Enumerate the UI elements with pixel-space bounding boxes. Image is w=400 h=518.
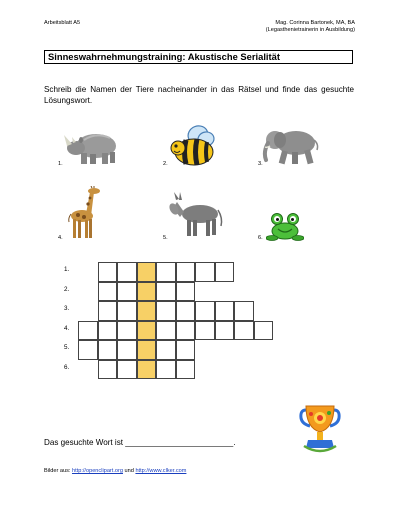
credits-middle: und <box>122 468 136 474</box>
answer-line: Das gesuchte Wort ist ________________________. <box>44 438 236 447</box>
crossword-cell[interactable] <box>78 340 98 360</box>
crossword-cell[interactable] <box>254 321 274 341</box>
crossword-cell[interactable] <box>195 301 215 321</box>
crossword-cell[interactable] <box>98 360 118 380</box>
crossword-cell[interactable] <box>195 321 215 341</box>
page-title: Sinneswahrnehmungstraining: Akustische Serialität <box>44 50 353 64</box>
crossword-cell[interactable] <box>137 301 157 321</box>
elephant-icon <box>262 126 322 168</box>
crossword-row-label-4: 4. <box>64 324 70 332</box>
animal-number-5: 5. <box>163 235 168 241</box>
header-left: Arbeitsblatt A5 <box>44 20 81 26</box>
header-right <box>266 20 355 34</box>
crossword-cell[interactable] <box>215 262 235 282</box>
crossword-cell[interactable] <box>156 301 176 321</box>
crossword-cell[interactable] <box>215 301 235 321</box>
crossword-cell[interactable] <box>137 321 157 341</box>
crossword-cell[interactable] <box>156 282 176 302</box>
animal-number-4: 4. <box>58 235 63 241</box>
bee-icon <box>168 124 218 168</box>
crossword-cell[interactable] <box>176 360 196 380</box>
author-name: Mag. Corinna Bartonek, MA, BA <box>275 20 355 26</box>
crossword-cell[interactable] <box>137 282 157 302</box>
crossword-cell[interactable] <box>156 360 176 380</box>
crossword-cell[interactable] <box>176 340 196 360</box>
crossword-cell[interactable] <box>137 360 157 380</box>
crossword-cell[interactable] <box>176 282 196 302</box>
crossword-cell[interactable] <box>176 301 196 321</box>
crossword-row-label-3: 3. <box>64 305 70 312</box>
crossword-cell[interactable] <box>156 262 176 282</box>
crossword-cell[interactable] <box>137 262 157 282</box>
crossword-cell[interactable] <box>176 321 196 341</box>
crossword-row-label-5: 5. <box>64 344 70 351</box>
instructions-text: Schreib die Namen der Tiere nacheinander in das Rätsel und finde das gesuchte Lösungswort. <box>44 85 354 105</box>
crossword-cell[interactable] <box>98 340 118 360</box>
crossword-row-label-2: 2. <box>64 285 70 293</box>
trophy-icon <box>298 402 342 456</box>
crossword-cell[interactable] <box>234 301 254 321</box>
crossword-cell[interactable] <box>98 301 118 321</box>
credits-prefix: Bilder aus: <box>44 468 72 474</box>
crossword-cell[interactable] <box>156 321 176 341</box>
crossword-row-label-1: 1. <box>64 266 70 273</box>
crossword-cell[interactable] <box>117 301 137 321</box>
animal-number-6: 6. <box>258 235 263 241</box>
animal-number-3: 3. <box>258 161 263 167</box>
giraffe-icon <box>66 186 102 240</box>
crossword-cell[interactable] <box>98 321 118 341</box>
crossword-cell[interactable] <box>137 340 157 360</box>
rhinoceros-icon <box>64 126 122 166</box>
image-credits <box>44 468 186 475</box>
crossword-cell[interactable] <box>117 262 137 282</box>
crossword-cell[interactable] <box>156 340 176 360</box>
frog-icon <box>266 210 304 242</box>
crossword-cell[interactable] <box>98 262 118 282</box>
crossword-cell[interactable] <box>215 321 235 341</box>
crossword-cell[interactable] <box>117 360 137 380</box>
crossword-cell[interactable] <box>117 282 137 302</box>
openclipart-link[interactable]: http://openclipart.org <box>71 468 123 474</box>
crossword-cell[interactable] <box>195 262 215 282</box>
crossword-cell[interactable] <box>117 340 137 360</box>
author-role: (Legasthenietrainerin in Ausbildung) <box>265 27 355 33</box>
crossword-cell[interactable] <box>98 282 118 302</box>
crossword-cell[interactable] <box>234 321 254 341</box>
animal-number-2: 2. <box>163 161 168 167</box>
animal-number-1: 1. <box>58 161 63 167</box>
donkey-icon <box>168 192 226 238</box>
clker-link[interactable]: http://www.clker.com <box>135 468 187 474</box>
crossword-row-label-6: 6. <box>64 363 70 371</box>
crossword-cell[interactable] <box>117 321 137 341</box>
crossword-cell[interactable] <box>176 262 196 282</box>
crossword-cell[interactable] <box>78 321 98 341</box>
